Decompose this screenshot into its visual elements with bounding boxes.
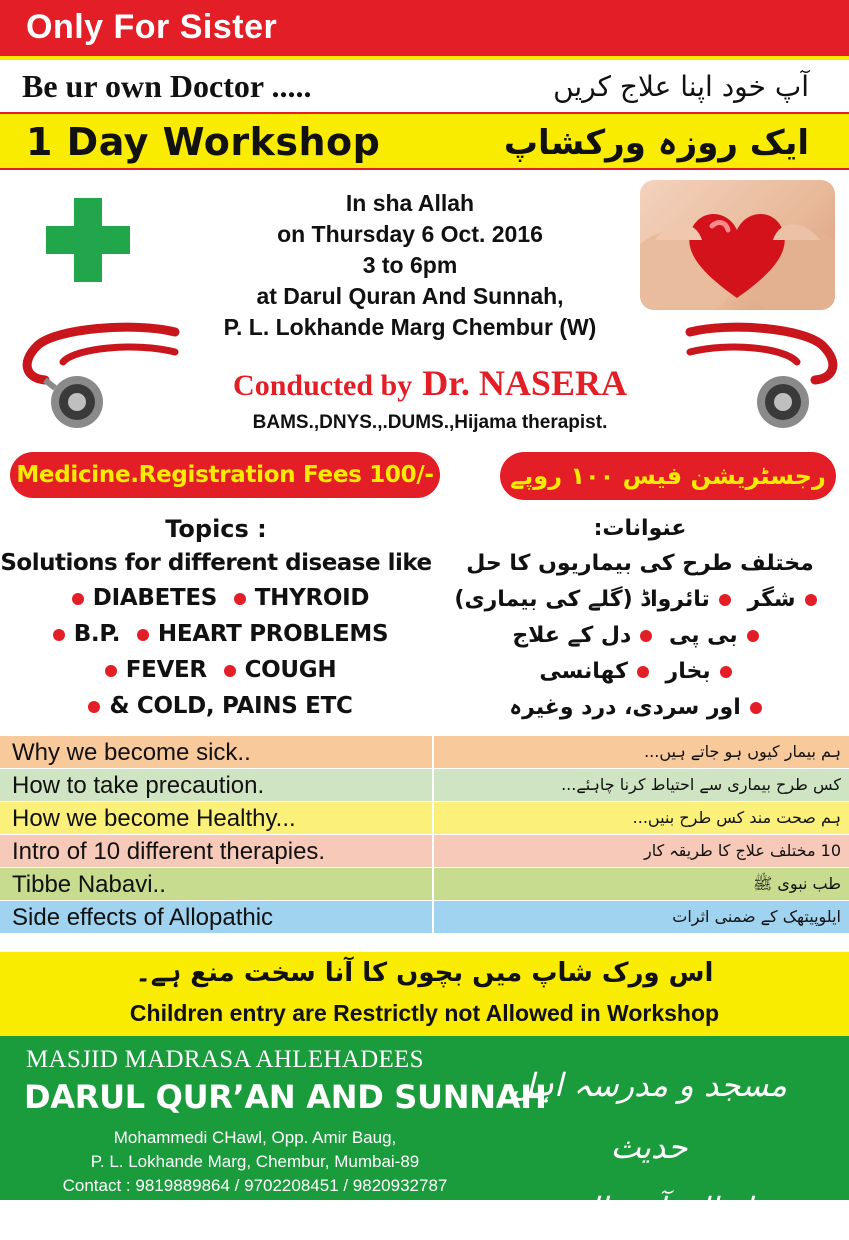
session-en: How to take precaution. [12,772,265,799]
event-time: 3 to 6pm [362,252,458,278]
contact-numbers: Contact : 9819889864 / 9702208451 / 9820932787 [62,1176,448,1195]
session-row [0,802,849,835]
event-address: P. L. Lokhande Marg Chembur (W) [223,314,597,340]
conductor-line [150,362,710,404]
bullet-icon [88,701,100,713]
topic-item-ur: بخار [665,659,711,684]
session-ur: ایلوپیتھک کے ضمنی اثرات [672,907,841,926]
address-line-1: Mohammedi CHawl, Opp. Amir Baug, [113,1128,397,1147]
bullet-icon [637,666,649,678]
tagline-en: Be ur own Doctor ..... [22,68,312,104]
organizer-footer [0,1036,849,1228]
topic-item: DIABETES [92,585,218,611]
children-notice [0,952,849,1036]
doctor-qualifications: BAMS.,DNYS.,.DUMS.,Hijama therapist. [252,412,608,433]
session-en: How we become Healthy... [12,805,296,832]
topics-english [0,512,432,724]
topic-item-ur: بی پی [668,623,738,648]
organizer-name-line1: MASJID MADRASA AHLEHADEES [26,1046,424,1073]
topic-item-ur: کھانسی [539,659,628,684]
calligraphy-line-1: مسجد و مدرسہ اہل حدیث [511,1066,787,1166]
session-ur: ہم صحت مند کس طرح بنیں... [632,808,841,827]
session-row [0,868,849,901]
bullet-icon [53,629,65,641]
bullet-icon [224,665,236,677]
address-line-2: P. L. Lokhande Marg, Chembur, Mumbai-89 [90,1152,420,1171]
session-en: Intro of 10 different therapies. [12,838,326,865]
session-en: Why we become sick.. [12,739,251,766]
session-ur: طب نبوی ﷺ [752,874,841,893]
doctor-name: Dr. NASERA [422,363,627,403]
header-banner [0,0,849,60]
bullet-icon [805,594,817,606]
bullet-icon [750,702,762,714]
calligraphy-line-2: دار القرآن والسنۃ [531,1190,767,1228]
event-venue: at Darul Quran And Sunnah, [256,283,564,309]
bullet-icon [747,630,759,642]
registration-fees-en: Medicine.Registration Fees 100/- [10,452,440,498]
session-ur: کس طرح بیماری سے احتیاط کرنا چاہئے... [561,775,841,794]
bullet-icon [719,594,731,606]
topic-item: THYROID [254,585,370,611]
session-ur: ہم بیمار کیوں ہو جاتے ہیں... [644,742,841,761]
bullet-icon [234,593,246,605]
bullet-icon [640,630,652,642]
topic-item-ur: تائرواڈ (گلے کی بیماری) [454,587,710,612]
medical-cross-icon [46,198,130,282]
sessions-table [0,736,849,934]
session-en: Side effects of Allopathic [12,904,274,931]
children-notice-ur: اس ورک شاپ میں بچوں کا آنا سخت منع ہے۔ [135,958,714,988]
session-ur: 10 مختلف علاج کا طریقہ کار [644,841,841,860]
session-row [0,901,849,934]
workshop-banner [0,112,849,170]
topic-item: B.P. [73,621,121,647]
tagline-row [0,64,849,112]
session-row [0,736,849,769]
topic-item: COUGH [244,657,337,683]
event-date: on Thursday 6 Oct. 2016 [277,221,543,247]
workshop-title-ur: ایک روزہ ورکشاپ [503,123,809,163]
registration-fees-ur: رجسٹریشن فیس ۱۰۰ روپے [500,452,836,500]
event-line-1: In sha Allah [345,190,475,216]
topics-heading-ur: عنوانات: [593,516,687,541]
organizer-calligraphy [499,1054,799,1240]
topic-item-ur: دل کے علاج [512,623,632,648]
heart-in-hands-image [640,180,835,310]
bullet-icon [72,593,84,605]
topics-subheading-ur: مختلف طرح کی بیماریوں کا حل [466,551,814,576]
audience-title: Only For Sister [26,8,278,46]
organizer-name-line2: DARUL QUR’AN AND SUNNAH [24,1078,547,1116]
conducted-by-label: Conducted by [233,369,413,402]
topic-item-ur: شگر [747,587,796,612]
bullet-icon [720,666,732,678]
topic-item: HEART PROBLEMS [157,621,389,647]
event-info [210,188,610,343]
topic-item: FEVER [125,657,207,683]
topic-item-ur: اور سردی، درد وغیرہ [509,695,741,720]
children-notice-en: Children entry are Restrictly not Allowed in Workshop [129,1000,720,1026]
session-en: Tibbe Nabavi.. [12,871,166,898]
tagline-ur: آپ خود اپنا علاج کریں [553,70,809,103]
session-row [0,769,849,802]
session-row [0,835,849,868]
bullet-icon [137,629,149,641]
bullet-icon [105,665,117,677]
topic-item: & COLD, PAINS ETC [109,693,353,719]
topics-urdu [440,512,840,726]
topics-heading: Topics : [165,515,267,543]
workshop-title-en: 1 Day Workshop [26,120,381,164]
topics-subheading: Solutions for different disease like [0,550,432,576]
